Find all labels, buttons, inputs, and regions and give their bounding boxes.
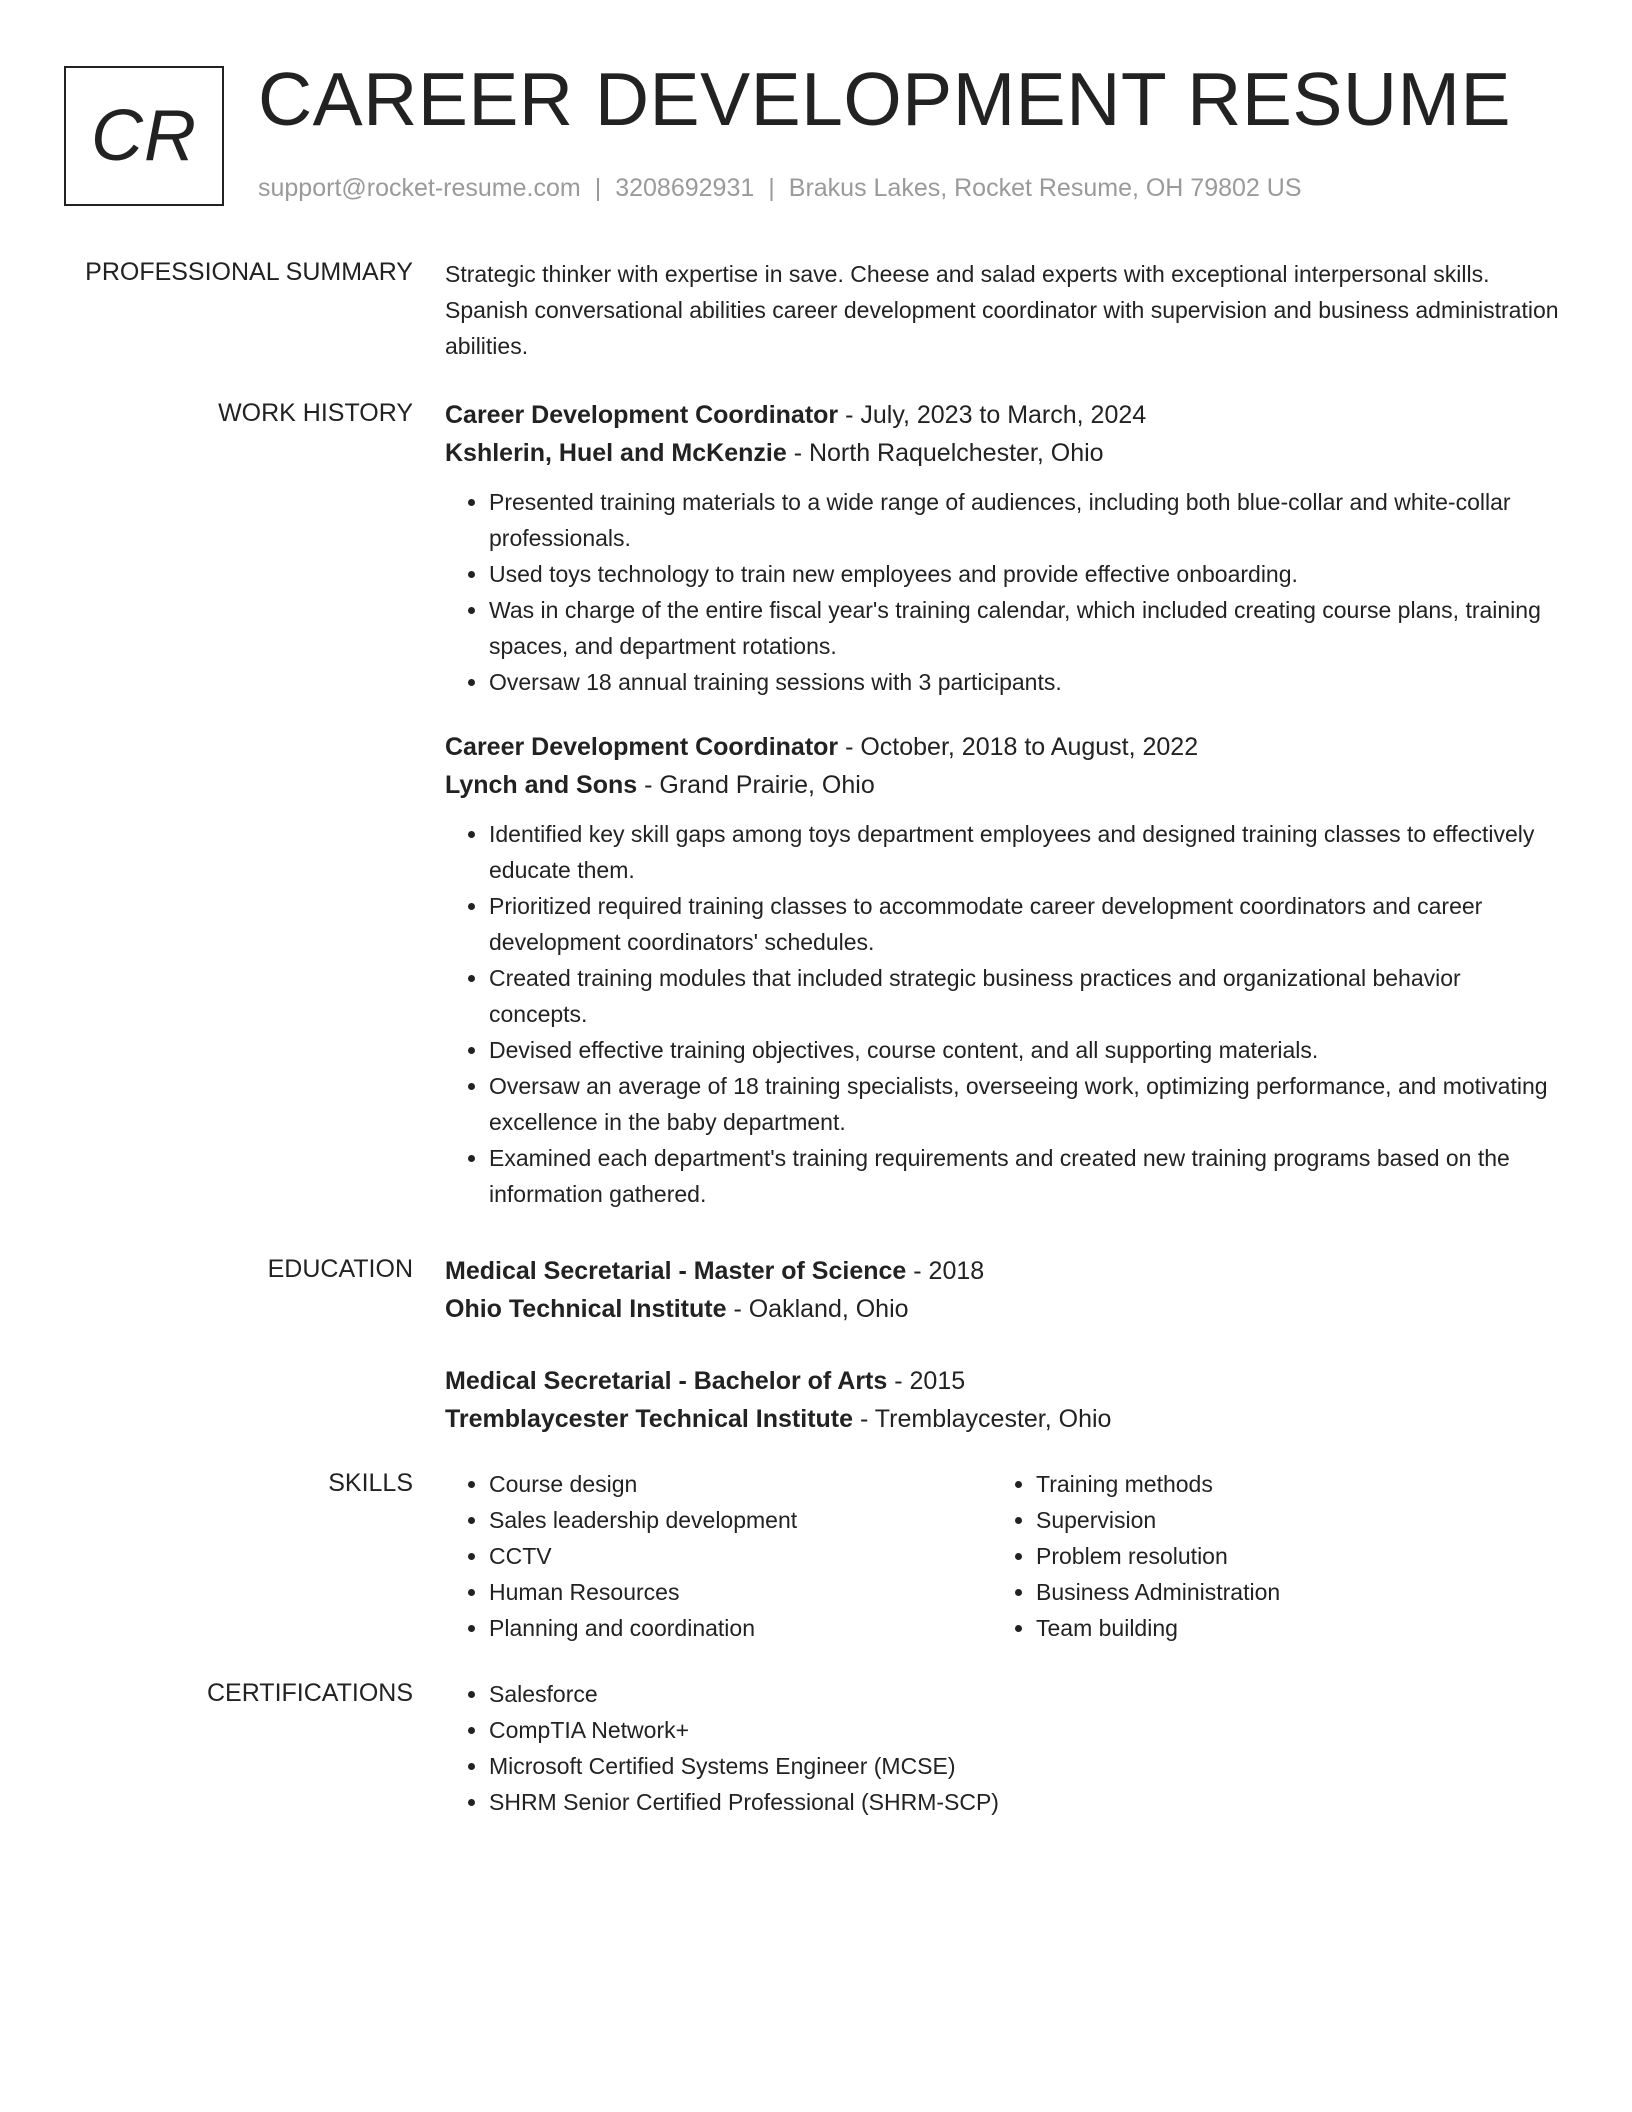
job-bullet: • Devised effective training objectives, course content, and all supporting materials. [489,1032,1560,1068]
education-degree: Medical Secretarial - Master of Science [445,1257,907,1285]
job-company: Kshlerin, Huel and McKenzie [445,439,787,467]
education-school-line [445,1400,1560,1438]
job-bullets [445,816,1560,1212]
skill-item: • Business Administration [1036,1574,1280,1610]
job-title: Career Development Coordinator [445,401,839,429]
education-section [445,1252,1560,1438]
certification-item: • Salesforce [489,1676,1560,1712]
skill-item: • Training methods [1036,1466,1280,1502]
education-degree: Medical Secretarial - Bachelor of Arts [445,1367,888,1395]
education-year: - 2015 [887,1367,966,1395]
skills-column-left [445,1466,992,1646]
job-company-line [445,766,1560,804]
job-location: - North Raquelchester, Ohio [786,439,1104,467]
skill-item: • Sales leadership development [489,1502,992,1538]
work-history-section [445,396,1560,1212]
job-bullet: • Was in charge of the entire fiscal year's training calendar, which included creating course plans, training spaces, and department rotations. [489,592,1560,664]
job-bullet: • Examined each department's training requirements and created new training programs based on the information gathered. [489,1140,1560,1212]
education-location: - Tremblaycester, Ohio [853,1405,1112,1433]
job-entry [445,396,1560,700]
job-title-line [445,396,1560,434]
education-school: Tremblaycester Technical Institute [445,1405,854,1433]
contact-phone[interactable]: 3208692931 [615,174,755,202]
skills-column-right [992,1466,1280,1646]
education-degree-line [445,1252,1560,1290]
summary-section [445,256,1560,364]
job-company: Lynch and Sons [445,771,638,799]
job-bullet: • Created training modules that included strategic business practices and organizational behavior concepts. [489,960,1560,1032]
contact-address: Brakus Lakes, Rocket Resume, OH 79802 US [788,174,1302,202]
contact-email[interactable]: support@rocket-resume.com [258,174,581,202]
skills-grid [445,1466,1560,1646]
education-entry [445,1362,1560,1438]
job-bullet: • Presented training materials to a wide range of audiences, including both blue-collar and white-collar professionals. [489,484,1560,556]
certifications-list [445,1676,1560,1820]
certification-item: • SHRM Senior Certified Professional (SHRM-SCP) [489,1784,1560,1820]
job-company-line [445,434,1560,472]
education-school: Ohio Technical Institute [445,1295,727,1323]
skill-item: • Supervision [1036,1502,1280,1538]
job-bullet: • Oversaw 18 annual training sessions with 3 participants. [489,664,1560,700]
monogram-initials: CR [91,96,197,176]
section-label-certifications: CERTIFICATIONS [206,1679,413,1707]
education-school-line [445,1290,1560,1328]
resume-title: CAREER DEVELOPMENT RESUME [258,57,1512,141]
job-bullet: • Used toys technology to train new employees and provide effective onboarding. [489,556,1560,592]
section-label-summary: PROFESSIONAL SUMMARY [85,258,413,286]
section-label-education: EDUCATION [267,1255,413,1283]
contact-separator: | [594,174,602,202]
certification-item: • CompTIA Network+ [489,1712,1560,1748]
skill-item: • Course design [489,1466,992,1502]
job-entry [445,728,1560,1212]
summary-text: Strategic thinker with expertise in save. Cheese and salad experts with exceptional interpersonal skills. Spanish conversational abilities career development coordinator with supervision and business administration abilities. [445,261,1559,359]
contact-line [258,174,1302,203]
job-bullet: • Identified key skill gaps among toys department employees and designed training classes to effectively educate them. [489,816,1560,888]
education-entry [445,1252,1560,1328]
job-dates: - October, 2018 to August, 2022 [838,733,1199,761]
skill-item: • Human Resources [489,1574,992,1610]
section-label-skills: SKILLS [328,1469,413,1497]
education-degree-line [445,1362,1560,1400]
certifications-section [445,1676,1560,1820]
job-title-line [445,728,1560,766]
skill-item: • Problem resolution [1036,1538,1280,1574]
skill-item: • CCTV [489,1538,992,1574]
skill-item: • Planning and coordination [489,1610,992,1646]
job-dates: - July, 2023 to March, 2024 [838,401,1147,429]
job-title: Career Development Coordinator [445,733,839,761]
education-location: - Oakland, Ohio [726,1295,909,1323]
skills-section [445,1466,1560,1646]
job-bullets [445,484,1560,700]
contact-separator: | [768,174,775,202]
certification-item: • Microsoft Certified Systems Engineer (MCSE) [489,1748,1560,1784]
section-label-work-history: WORK HISTORY [218,399,413,427]
monogram-box [64,66,224,206]
job-location: - Grand Prairie, Ohio [637,771,875,799]
job-bullet: • Prioritized required training classes to accommodate career development coordinators and career development coordinators' schedules. [489,888,1560,960]
job-bullet: • Oversaw an average of 18 training specialists, overseeing work, optimizing performance, and motivating excellence in the baby department. [489,1068,1560,1140]
skill-item: • Team building [1036,1610,1280,1646]
education-year: - 2018 [906,1257,985,1285]
